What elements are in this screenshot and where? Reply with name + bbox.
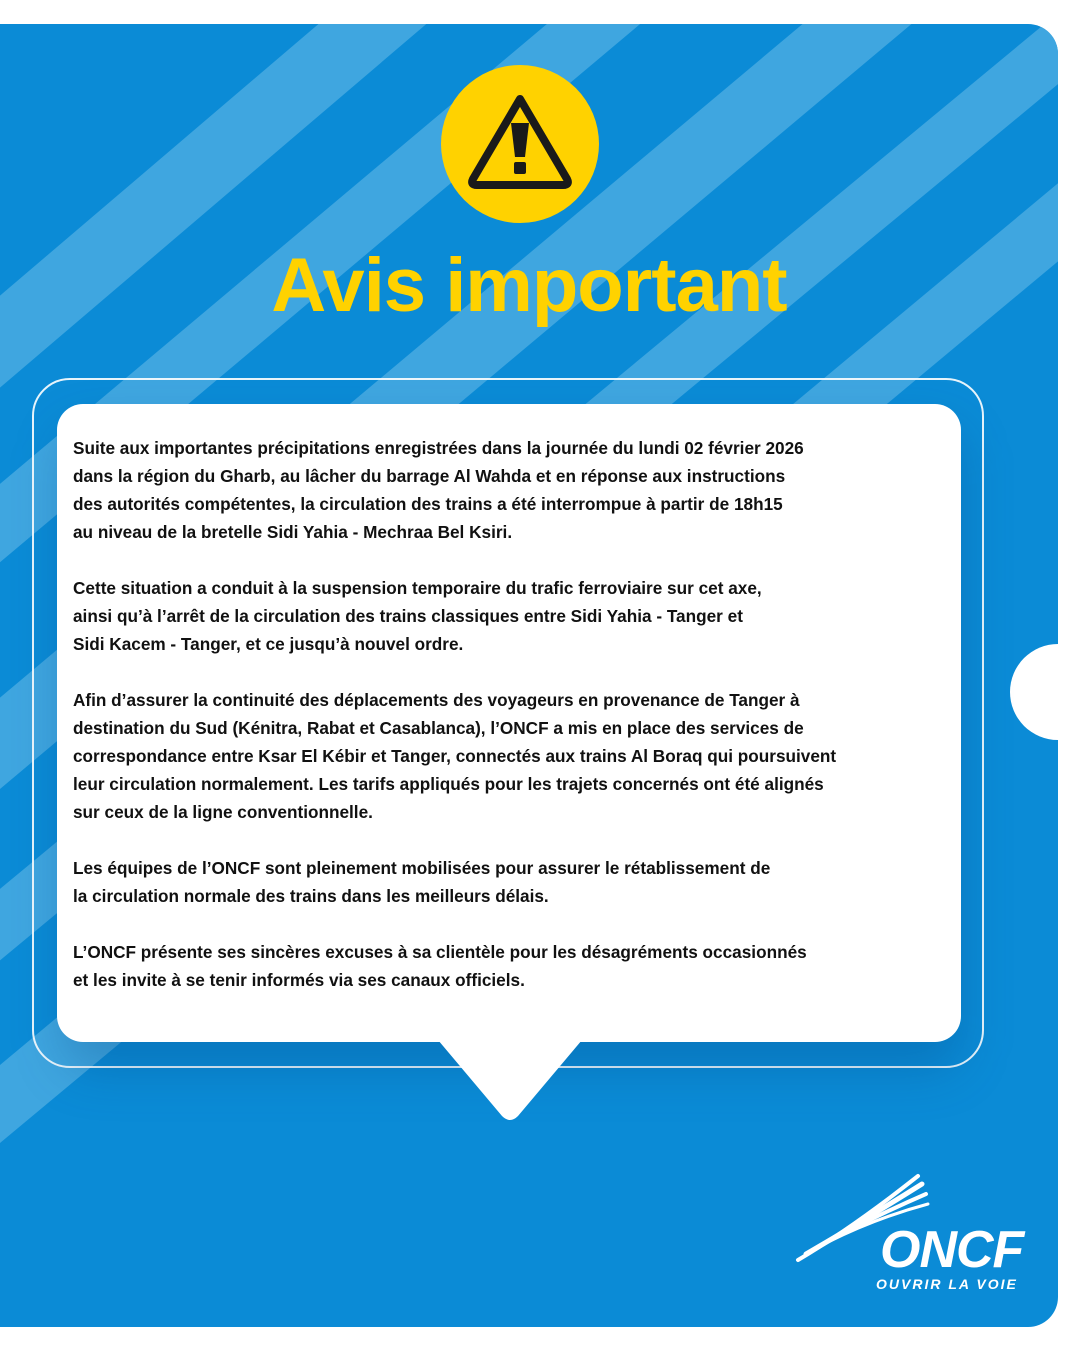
page-title: Avis important (271, 243, 787, 328)
notice-text (73, 434, 953, 1022)
brand-name: ONCF (880, 1221, 1024, 1279)
notice-paragraph (73, 434, 953, 546)
notice-line: ainsi qu’à l’arrêt de la circulation des trains classiques entre Sidi Yahia - Tanger et (73, 606, 743, 626)
speech-bubble-pointer (438, 1040, 582, 1124)
notice-card (57, 404, 961, 1042)
notice-line: destination du Sud (Kénitra, Rabat et Casablanca), l’ONCF a mis en place des services de (73, 718, 804, 738)
notice-line: Suite aux importantes précipitations enregistrées dans la journée du lundi 02 février 2026 (73, 438, 804, 458)
notice-line: et les invite à se tenir informés via ses canaux officiels. (73, 970, 525, 990)
notice-line: Afin d’assurer la continuité des déplacements des voyageurs en provenance de Tanger à (73, 690, 800, 710)
notice-paragraph (73, 574, 953, 658)
notice-line: des autorités compétentes, la circulation des trains a été interrompue à partir de 18h15 (73, 494, 783, 514)
notice-line: L’ONCF présente ses sincères excuses à sa clientèle pour les désagréments occasionnés (73, 942, 807, 962)
notice-paragraph (73, 938, 953, 994)
notice-line: dans la région du Gharb, au lâcher du barrage Al Wahda et en réponse aux instructions (73, 466, 786, 486)
warning-icon (441, 65, 599, 223)
notice-line: au niveau de la bretelle Sidi Yahia - Mechraa Bel Ksiri. (73, 522, 513, 542)
brand-tagline: OUVRIR LA VOIE (876, 1276, 1018, 1292)
notice-paragraph (73, 854, 953, 910)
notice-paragraph (73, 686, 953, 826)
notice-line: Cette situation a conduit à la suspension temporaire du trafic ferroviaire sur cet axe, (73, 578, 762, 598)
notice-line: Les équipes de l’ONCF sont pleinement mobilisées pour assurer le rétablissement de (73, 858, 771, 878)
oncf-logo (792, 1168, 1042, 1298)
notice-line: Sidi Kacem - Tanger, et ce jusqu’à nouvel ordre. (73, 634, 464, 654)
notice-line: sur ceux de la ligne conventionnelle. (73, 802, 373, 822)
notice-line: leur circulation normalement. Les tarifs appliqués pour les trajets concernés ont été alignés (73, 774, 824, 794)
notice-line: correspondance entre Ksar El Kébir et Tanger, connectés aux trains Al Boraq qui poursuivent (73, 746, 837, 766)
notice-line: la circulation normale des trains dans les meilleurs délais. (73, 886, 549, 906)
